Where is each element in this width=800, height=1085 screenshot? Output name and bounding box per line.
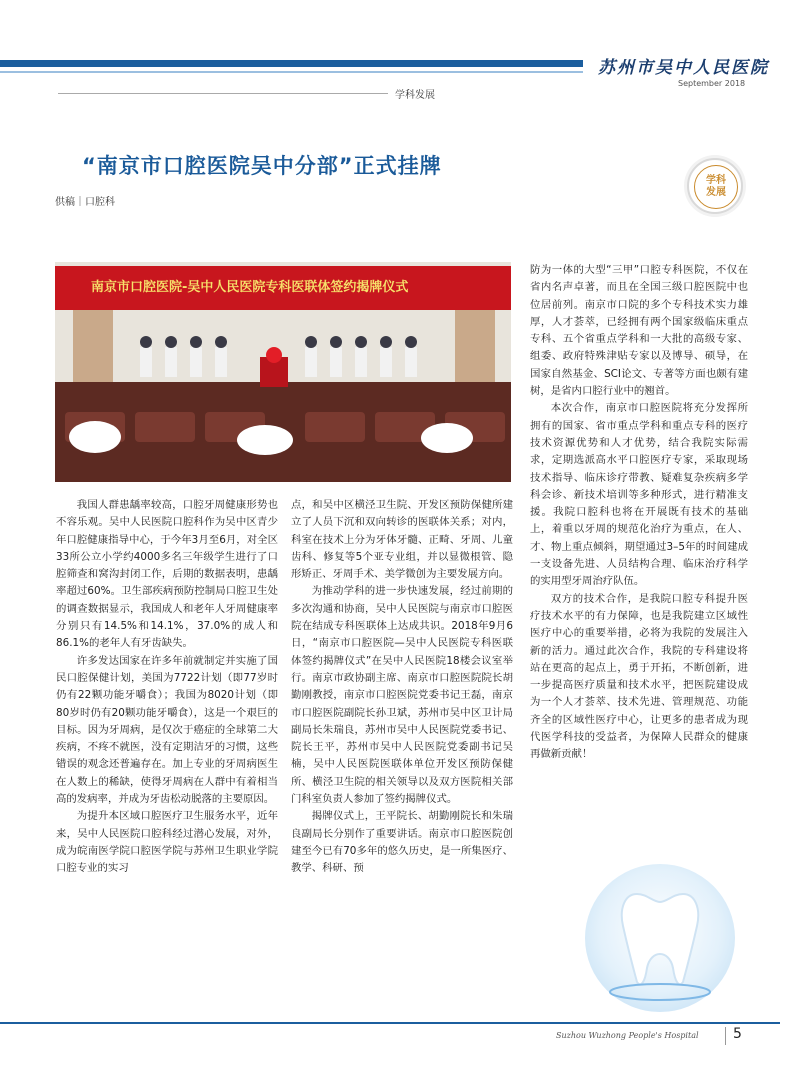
article-byline: 供稿｜口腔科 <box>55 197 115 208</box>
header-bar <box>0 60 583 67</box>
footer-bar <box>0 1022 780 1024</box>
badge-line-2: 发展 <box>706 187 726 198</box>
paragraph: 我国人群患龋率较高，口腔牙周健康形势也不容乐观。吴中人民医院口腔科作为吴中区青少年口腔健康指导中心，于今年3月至6月，对全区33所公立小学约4000多名三年级学生进行了口腔筛查和窝沟封闭工作，后期的数据表明，患龋率超过60%。卫生部疾病预防控制局口腔卫生处的调查数据显示，我国成人和老年人牙周健康率分别只有14.5%和14.1%，37.0%的成人和86.1%的老年人有牙齿缺失。 <box>56 499 278 650</box>
section-badge-inner <box>694 165 738 209</box>
text-column-2 <box>291 497 513 878</box>
tooth-illustration <box>585 864 735 1012</box>
paragraph: 点，和吴中区横泾卫生院、开发区预防保健所建立了人员下沉和双向转诊的医联体关系；对内，科室在技术上分为牙体牙髓、正畸、牙周、儿童齿科、修复等5个亚专业组，并以显微根管、隐形矫正、牙周手术、美学微创为主要发展方向。 <box>291 499 513 581</box>
paragraph: 许多发达国家在许多年前就制定并实施了国民口腔保健计划，美国为7722计划（即77岁时仍有22颗功能牙嚼食）；我国为8020计划（即80岁时仍有20颗功能牙嚼食），这是一个艰巨的目标。因为牙周病，是仅次于癌症的全球第二大疾病，不疼不就医，没有定期洁牙的习惯，这些错误的观念还普遍存在。加上专业的牙周病医生在人数上的稀缺，使得牙周病在人群中有着相当高的发病率，并成为牙齿松动脱落的主要原因。 <box>56 654 278 806</box>
page-number-divider <box>725 1027 726 1045</box>
article-title: “南京市口腔医院吴中分部”正式挂牌 <box>82 154 442 178</box>
paragraph: 双方的技术合作，是我院口腔专科提升医疗技术水平的有力保障，也是我院建立区域性医疗中心的重要举措，必将为我院的发展注入新的活力。通过此次合作，我院的专科建设将站在更高的起点上，勇于开拓，不断创新，进一步提高医疗质量和技术水平，把医院建设成为一个人才荟萃、技术先进、管理规范、功能齐全的区域性医疗中心，让更多的患者成为现代医学科技的受益者，为保障人民群众的健康再做新贡献！ <box>530 592 748 761</box>
photo-banner-text: 南京市口腔医院-吴中人民医院专科医联体签约揭牌仪式 <box>91 280 409 295</box>
tooth-icon <box>585 864 735 1012</box>
section-label: 学科发展 <box>395 90 435 101</box>
ceremony-photo <box>55 262 511 482</box>
section-divider <box>58 93 388 94</box>
paragraph: 本次合作，南京市口腔医院将充分发挥所拥有的国家、省市重点学科和重点专科的医疗技术资源优势和人才优势，结合我院实际需求，定期选派高水平口腔医疗专家，采取现场技术指导、临床诊疗带教、疑难复杂疾病多学科会诊、新技术培训等多种形式，进行精准支援。我院口腔科也将在开展既有技术的基础上，着重以牙周的规范化治疗为重点，在人、才、物上重点倾斜，期望通过3–5年的时间建成一支设备先进、人员结构合理、临床治疗科学的实用型牙周治疗队伍。 <box>530 402 748 588</box>
paragraph: 防为一体的大型“三甲”口腔专科医院，不仅在省内名声卓著，而且在全国三级口腔医院中也位居前列。南京市口院的多个专科技术实力雄厚，人才荟萃，已经拥有两个国家级临床重点专科、五个省重点学科和一大批的高级专家、组委、政府特殊津贴专家以及博导、硕导，在国家自然基金、SCI论文、专著等方面也颇有建树，是省内口腔行业中的翘首。 <box>530 264 748 398</box>
page-number: 5 <box>733 1026 742 1042</box>
paragraph: 揭牌仪式上，王平院长、胡勤刚院长和朱瑞良副局长分别作了重要讲话。南京市口腔医院创建至今已有70多年的悠久历史，是一所集医疗、教学、科研、预 <box>291 810 513 875</box>
issue-date: September 2018 <box>678 79 746 88</box>
paragraph: 为推动学科的进一步快速发展，经过前期的多次沟通和协商，吴中人民医院与南京市口腔医院在结成专科医联体上达成共识。2018年9月6日，“南京市口腔医院—吴中人民医院专科医联体签约揭牌仪式”在吴中人民医院18楼会议室举行。南京市政协副主席、南京市口腔医院院长胡勤刚教授，南京市口腔医院党委书记王磊，南京市口腔医院副院长孙卫斌，苏州市吴中区卫计局副局长朱瑞良，苏州市吴中人民医院党委书记、院长王平，苏州市吴中人民医院党委副书记吴楠，吴中人民医院医联体单位开发区预防保健所、横泾卫生院的相关领导以及双方医院相关部门科室负责人参加了签约揭牌仪式。 <box>291 585 513 806</box>
paragraph: 为提升本区域口腔医疗卫生服务水平，近年来，吴中人民医院口腔科经过潜心发展，对外，成为皖南医学院口腔医学院与苏州卫生职业学院口腔专业的实习 <box>56 810 278 875</box>
hospital-name: 苏州市吴中人民医院 <box>598 58 769 78</box>
badge-line-1: 学科 <box>706 175 726 186</box>
text-column-3 <box>530 262 748 764</box>
footer-hospital: Suzhou Wuzhong People's Hospital <box>556 1031 699 1040</box>
text-column-1 <box>56 497 278 878</box>
header-bar-thin <box>0 71 583 73</box>
